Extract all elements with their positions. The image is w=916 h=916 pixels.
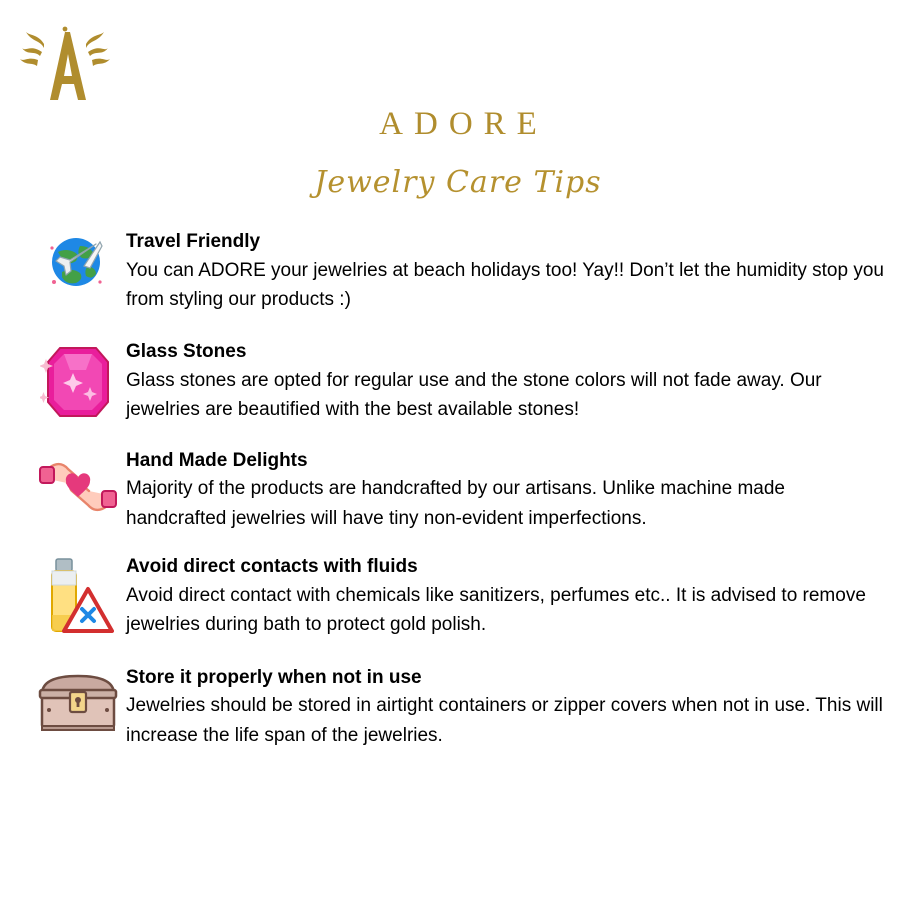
hands-heart-icon: [30, 445, 126, 529]
list-item: [30, 336, 888, 424]
list-item-title: Travel Friendly: [126, 231, 261, 252]
list-item: [30, 662, 888, 750]
list-item: [30, 445, 888, 533]
list-item-text: Jewelries should be stored in airtight containers or zipper covers when not in use. This will increase the life span of the jewelries.: [126, 695, 883, 746]
list-item: [30, 226, 888, 314]
list-item: [30, 551, 888, 639]
tips-list: [0, 226, 916, 750]
page-header: [0, 0, 916, 200]
list-item-text: Avoid direct contact with chemicals like sanitizers, perfumes etc.. It is advised to remove jewelries during bath to protect gold polish.: [126, 584, 866, 636]
list-item-text: Glass stones are opted for regular use and the stone colors will not fade away. Our jewelries are beautified with the best available stones!: [126, 369, 822, 421]
list-item-body: [126, 226, 888, 314]
list-item-body: [126, 445, 888, 533]
list-item-title: Hand Made Delights: [126, 449, 308, 471]
treasure-chest-icon: [30, 662, 126, 746]
chemical-bottle-warning-icon: [30, 551, 126, 635]
list-item-text: Majority of the products are handcrafted by our artisans. Unlike machine made handcrafted jewelries will have tiny non-evident imperfections.: [126, 478, 785, 529]
list-item-title: Glass Stones: [126, 341, 247, 363]
page-title: Jewelry Care Tips: [314, 165, 602, 200]
globe-airplane-icon: [30, 226, 126, 310]
adore-monogram-icon: [0, 26, 916, 104]
list-item-title: Avoid direct contacts with fluids: [126, 556, 418, 578]
list-item-body: [126, 662, 888, 750]
brand-name: ADORE: [379, 106, 548, 142]
list-item-title: Store it properly when not in use: [126, 666, 422, 688]
list-item-text: You can ADORE your jewelries at beach holidays too! Yay!! Don’t let the humidity stop you from styling our products :): [126, 259, 884, 310]
list-item-body: [126, 551, 888, 639]
list-item-body: [126, 336, 888, 424]
gemstone-icon: [30, 336, 126, 420]
